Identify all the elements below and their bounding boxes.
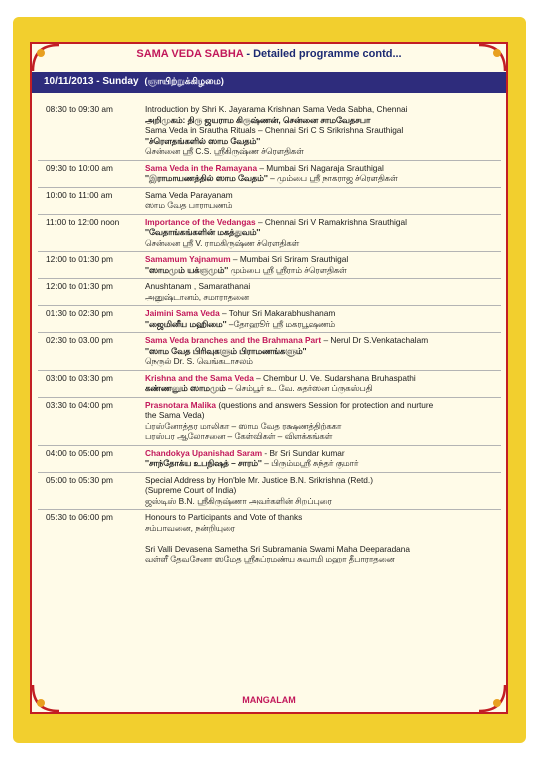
description-text: ''ஜைமினீய மஹிமை'' — [145, 318, 227, 329]
title-main: SAMA VEDA SABHA — [136, 48, 244, 60]
description-line — [145, 319, 495, 330]
description-text: Special Address by Hon'ble Mr. Justice B.N. Srikrishna (Retd.) — [145, 474, 373, 485]
description-line — [145, 238, 495, 249]
time-slot: 12:00 to 01:30 pm — [46, 281, 113, 291]
description-text: Sama Veda branches and the Brahmana Part — [145, 335, 322, 345]
description-text: பரஸ்பர ஆலோசனை – கேள்விகள் – விளக்கங்கள் — [145, 431, 333, 441]
time-slot: 10:00 to 11:00 am — [46, 189, 113, 200]
description-text: Sama Veda in the Ramayana — [145, 162, 258, 173]
description-text: Importance of the Vedangas — [145, 216, 256, 227]
description-line — [145, 104, 495, 115]
time-slot: 09:30 to 10:00 am — [46, 162, 113, 173]
programme-table — [38, 102, 501, 568]
description-line — [145, 115, 495, 126]
description-text: ''ஸாம வேத பிரிவுகளும் பிராமணங்களும்'' — [145, 345, 307, 356]
description-line — [145, 400, 495, 411]
table-row — [38, 333, 501, 371]
description-speaker: – மும்பை ஸ்ரீ நாகராஜ ச்ரௌதிகள் — [267, 173, 398, 183]
session-description — [145, 445, 501, 472]
session-description — [145, 510, 501, 568]
session-description — [145, 187, 501, 214]
description-text: ''ஸாமமும் யக்ஞமும்'' — [145, 264, 229, 275]
description-line — [145, 458, 495, 469]
description-line — [145, 125, 495, 136]
description-line — [145, 346, 495, 357]
time-slot: 11:00 to 12:00 noon — [46, 216, 120, 227]
description-speaker: - Br Sri Sundar kumar — [262, 447, 345, 458]
session-description — [145, 370, 501, 397]
table-row — [38, 160, 501, 187]
table-row — [38, 187, 501, 214]
session-description — [145, 214, 501, 252]
description-line — [145, 475, 495, 486]
description-line — [145, 383, 495, 394]
date-tamil: (ஞாயிற்றுக்கிழமை) — [144, 76, 224, 86]
description-text: நெருல் Dr. S. வெங்கடாசலம் — [145, 356, 253, 366]
description-line — [145, 265, 495, 276]
session-description — [145, 472, 501, 510]
description-text: (Supreme Court of India) — [145, 485, 237, 495]
footer-mangalam: MANGALAM — [242, 695, 296, 705]
description-speaker: – Chennai Sri V Ramakrishna Srauthigal — [255, 216, 407, 227]
description-text: வள்ளீ தேவசேனா ஸமேத ஸ்ரீசுப்ரமண்ய சுவாமி மஹா தீபாராதனை — [145, 554, 395, 564]
description-speaker: – Mumbai Sri Sriram Srauthigal — [230, 254, 349, 264]
description-line — [145, 308, 495, 319]
description-line — [145, 496, 495, 507]
description-line — [145, 217, 495, 228]
description-text: ஸாம வேத பாராயணம் — [145, 200, 233, 210]
description-text: சென்னை ஸ்ரீ C.S. ஸ்ரீகிருஷ்ண ச்ரௌதிகள் — [145, 146, 304, 156]
description-line — [145, 227, 495, 238]
description-line — [145, 431, 495, 442]
session-description — [145, 252, 501, 279]
session-description — [145, 333, 501, 371]
description-text: ''ச்ரௌதங்களில் ஸாம வேதம்'' — [145, 135, 261, 146]
description-line — [145, 373, 495, 384]
date-header — [32, 72, 506, 93]
description-speaker: (questions and answers Session for protection and nurture — [216, 399, 434, 410]
description-speaker: – Tohur Sri Makarabhushanam — [219, 308, 336, 318]
description-line — [145, 136, 495, 147]
time-slot: 12:00 to 01:30 pm — [46, 254, 113, 264]
description-line — [145, 163, 495, 174]
description-text: Sri Valli Devasena Sametha Sri Subramania Swami Maha Deeparadana — [145, 543, 411, 554]
description-text: Prasnotara Malika — [145, 399, 217, 410]
description-text: Jaimini Sama Veda — [145, 308, 220, 318]
description-line — [145, 485, 495, 496]
description-text: சம்பாவனை, நன்றியுரை — [145, 522, 235, 533]
description-speaker: – Mumbai Sri Nagaraja Srauthigal — [257, 162, 384, 173]
table-row — [38, 472, 501, 510]
description-text: Samamum Yajnamum — [145, 254, 231, 264]
description-line — [145, 544, 495, 555]
description-line — [145, 200, 495, 211]
description-line — [145, 421, 495, 432]
description-text: Sama Veda Parayanam — [145, 189, 233, 200]
description-text: Krishna and the Sama Veda — [145, 372, 254, 383]
description-speaker: – பிரும்மஸ்ரீ சுந்தர் குமார் — [261, 458, 359, 468]
description-text: Honours to Participants and Vote of thanks — [145, 512, 303, 522]
title-suffix: - Detailed programme contd... — [243, 48, 402, 60]
description-text: அறிமுகம்: திரு ஜயராம கிருஷ்ணன், சென்னை சாமவேதசபா — [145, 114, 371, 125]
description-line — [145, 356, 495, 367]
time-slot: 05:30 to 06:00 pm — [46, 512, 113, 522]
description-line — [145, 146, 495, 157]
description-line — [145, 512, 495, 523]
description-line — [145, 410, 495, 421]
description-text: அனுஷ்டானம், சமாராதனை — [145, 291, 249, 302]
description-text: ஜஸ்டிஸ் B.N. ஸ்ரீகிருஷ்ணா அவர்களின் சிறப்புரை — [145, 495, 332, 506]
table-row — [38, 252, 501, 279]
description-line — [145, 554, 495, 565]
description-speaker: மும்பை ஸ்ரீ ஸ்ரீராம் ச்ரௌதிகள் — [228, 264, 347, 275]
description-text: Chandokya Upanishad Saram — [145, 447, 263, 458]
description-text: ''இராமாயணத்தில் ஸாம வேதம்'' — [145, 173, 268, 183]
description-speaker: – Nerul Dr S.Venkatachalam — [321, 335, 429, 345]
page-title — [30, 48, 508, 60]
time-slot: 08:30 to 09:30 am — [46, 104, 113, 114]
description-line — [145, 523, 495, 534]
table-row — [38, 370, 501, 397]
time-slot: 02:30 to 03.00 pm — [46, 335, 113, 345]
table-row — [38, 445, 501, 472]
description-text: ''சாந்தோக்ய உபநிஷத் – சாரம்'' — [145, 458, 262, 468]
table-row — [38, 306, 501, 333]
description-speaker: – செம்பூர் உ. வே. சுதர்ஸன ப்ருகஸ்பதி — [225, 383, 373, 393]
table-row — [38, 279, 501, 306]
time-slot: 03:30 to 04:00 pm — [46, 399, 113, 410]
time-slot: 04:00 to 05:00 pm — [46, 447, 113, 458]
description-text: Anushtanam , Samarathanai — [145, 281, 251, 291]
description-text: Introduction by Shri K. Jayarama Krishnan Sama Veda Sabha, Chennai — [145, 104, 408, 114]
description-speaker: – Chembur U. Ve. Sudarshana Bruhaspathi — [253, 372, 416, 383]
session-description — [145, 397, 501, 445]
session-description — [145, 279, 501, 306]
session-description — [145, 102, 501, 160]
description-text: ப்ரஸ்னோத்தர மாலிகா – ஸாம வேத ரக்ஷணத்திற்ககா — [145, 420, 342, 431]
description-line — [145, 190, 495, 201]
time-slot: 01:30 to 02:30 pm — [46, 308, 113, 318]
time-slot: 03:00 to 03:30 pm — [46, 372, 113, 383]
date-label: 10/11/2013 - Sunday — [44, 76, 139, 87]
table-row — [38, 102, 501, 160]
description-speaker: –தோஹூர் ஸ்ரீ மகரபூஷணம் — [226, 318, 336, 329]
description-line — [145, 254, 495, 265]
description-line — [145, 335, 495, 346]
table-row — [38, 397, 501, 445]
time-slot: 05:00 to 05:30 pm — [46, 474, 113, 485]
session-description — [145, 160, 501, 187]
description-line — [145, 533, 495, 544]
description-text: சென்னை ஸ்ரீ V. ராமகிருஷ்ண ச்ரௌதிகள் — [145, 237, 300, 248]
description-text: கண்ணனும் ஸாமமும் — [145, 383, 226, 393]
description-text: ''வேதாங்கங்களின் மகத்துவம்'' — [145, 227, 261, 237]
description-text: Sama Veda in Srautha Rituals – Chennai Sri C S Srikrishna Srauthigal — [145, 125, 404, 135]
description-line — [145, 448, 495, 459]
description-line — [145, 173, 495, 184]
description-line — [145, 292, 495, 303]
session-description — [145, 306, 501, 333]
table-row — [38, 510, 501, 568]
table-row — [38, 214, 501, 252]
description-line — [145, 281, 495, 292]
description-text: the Sama Veda) — [145, 410, 205, 420]
